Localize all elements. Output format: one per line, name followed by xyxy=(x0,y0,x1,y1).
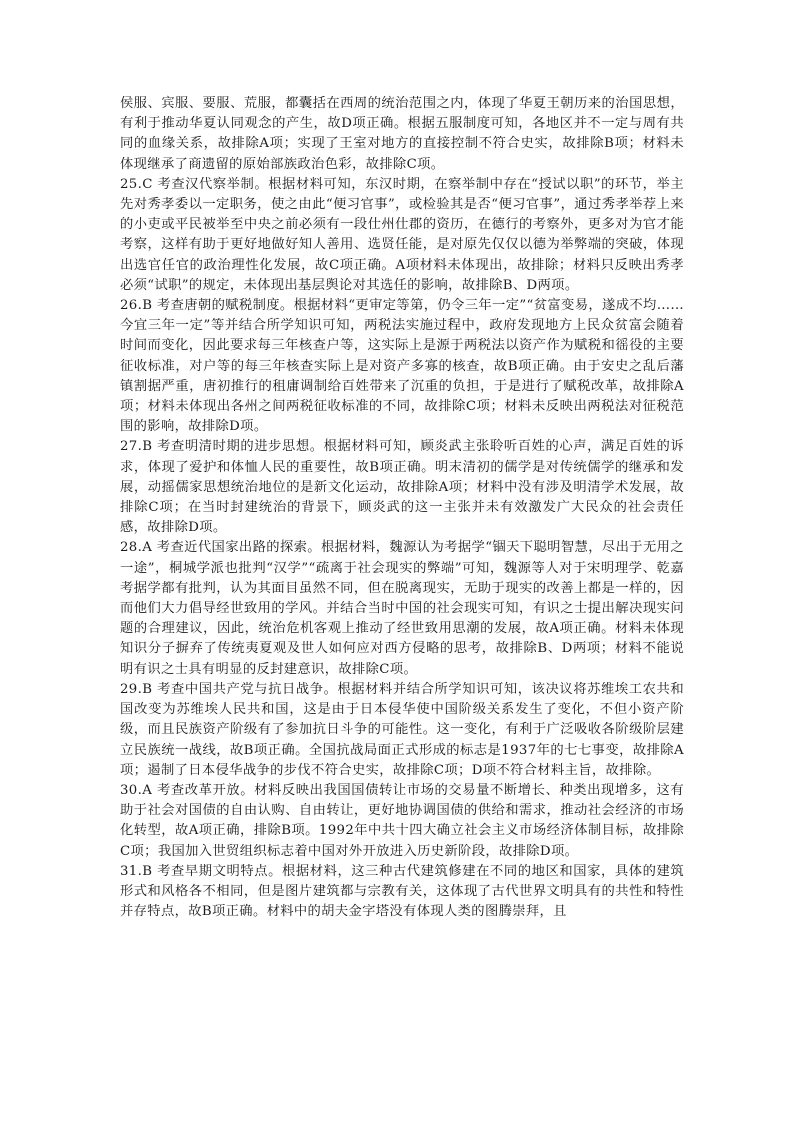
answer-explanation-page xyxy=(120,94,684,922)
paragraph-question-29: 29.B 考查中国共产党与抗日战争。根据材料并结合所学知识可知，该决议将苏维埃工农共和国改变为苏维埃人民共和国，这是由于日本侵华使中国阶级关系发生了变化，不但小资产阶级，而且民族资产阶级有了参加抗日斗争的可能性。这一变化，有利于广泛吸收各阶级阶层建立民族统一战线，故B项正确。全国抗战局面正式形成的标志是1937年的七七事变，故排除A项；遏制了日本侵华战争的步伐不符合史实，故排除C项；D项不符合材料主旨，故排除。 xyxy=(120,681,684,778)
paragraph-question-25: 25.C 考查汉代察举制。根据材料可知，东汉时期，在察举制中存在“授试以职”的环节，举主先对秀孝委以一定职务，使之由此“便习官事”，或检验其是否“便习官事”，通过秀孝举荐上来的小吏或平民被举至中央之前必须有一段仕州仕郡的资历，在德行的考察外，更多对为官才能考察，这样有助于更好地做好知人善用、选贤任能，是对原先仅仅以德为举弊端的突破，体现出选官任官的政治理性化发展，故C项正确。A项材料未体现出，故排除；材料只反映出秀孝必须“试职”的规定，未体现出基层舆论对其选任的影响，故排除B、D两项。 xyxy=(120,176,684,293)
paragraph-question-30: 30.A 考查改革开放。材料反映出我国国债转让市场的交易量不断增长、种类出现增多，这有助于社会对国债的自由认购、自由转让，更好地协调国债的供给和需求，推动社会经济的市场化转型，故A项正确，排除B项。1992年中共十四大确立社会主义市场经济体制目标，故排除C项；我国加入世贸组织标志着中国对外开放进入历史新阶段，故排除D项。 xyxy=(120,782,684,859)
paragraph-question-31: 31.B 考查早期文明特点。根据材料，这三种古代建筑修建在不同的地区和国家，具体的建筑形式和风格各不相同，但是图片建筑都与宗教有关，这体现了古代世界文明具有的共性和特性并存特点，故B项正确。材料中的胡夫金字塔没有体现人类的图腾崇拜，且 xyxy=(120,863,684,920)
paragraph-question-26: 26.B 考查唐朝的赋税制度。根据材料“更审定等第，仍令三年一定”“贫富变易，遂成不均……今宜三年一定”等并结合所学知识可知，两税法实施过程中，政府发现地方上民众贫富会随着时间而变化，因此要求每三年核查户等，这实际上是源于两税法以资产作为赋税和徭役的主要征收标准，对户等的每三年核查实际上是对资产多寡的核查，故B项正确。由于安史之乱后藩镇割据严重，唐初推行的租庸调制给百姓带来了沉重的负担，于是进行了赋税改革，故排除A项；材料未体现出各州之间两税征收标准的不同，故排除C项；材料未反映出两税法对征税范围的影响，故排除D项。 xyxy=(120,298,684,435)
paragraph-question-28: 28.A 考查近代国家出路的探索。根据材料，魏源认为考据学“锢天下聪明智慧，尽出于无用之一途”，桐城学派也批判“汉学”“疏离于社会现实的弊端”可知，魏源等人对于宋明理学、乾嘉考据学都有批判，认为其面目虽然不同，但在脱离现实，无助于现实的改善上都是一样的，因而他们大力倡导经世致用的学风。并结合当时中国的社会现实可知，有识之士提出解决现实问题的合理建议，因此，统治危机客观上推动了经世致用思潮的发展，故A项正确。材料未体现知识分子摒弃了传统夷夏观及世人如何应对西方侵略的思考，故排除B、D两项；材料不能说明有识之士具有明显的反封建意识，故排除C项。 xyxy=(120,540,684,677)
paragraph-24-continued: 侯服、宾服、要服、荒服，都囊括在西周的统治范围之内，体现了华夏王朝历来的治国思想，有利于推动华夏认同观念的产生，故D项正确。根据五服制度可知，各地区并不一定与周有共同的血缘关系，故排除A项；实现了王室对地方的直接控制不符合史实，故排除B项；材料未体现继承了商遗留的原始部族政治色彩，故排除C项。 xyxy=(120,96,684,172)
paragraph-question-27: 27.B 考查明清时期的进步思想。根据材料可知，顾炎武主张聆听百姓的心声，满足百姓的诉求，体现了爱护和体恤人民的重要性，故B项正确。明末清初的儒学是对传统儒学的继承和发展，动摇儒家思想统治地位的是新文化运动，故排除A项；材料中没有涉及明清学术发展，故排除C项；在当时封建统治的背景下，顾炎武的这一主张并未有效激发广大民众的社会责任感，故排除D项。 xyxy=(120,439,684,536)
